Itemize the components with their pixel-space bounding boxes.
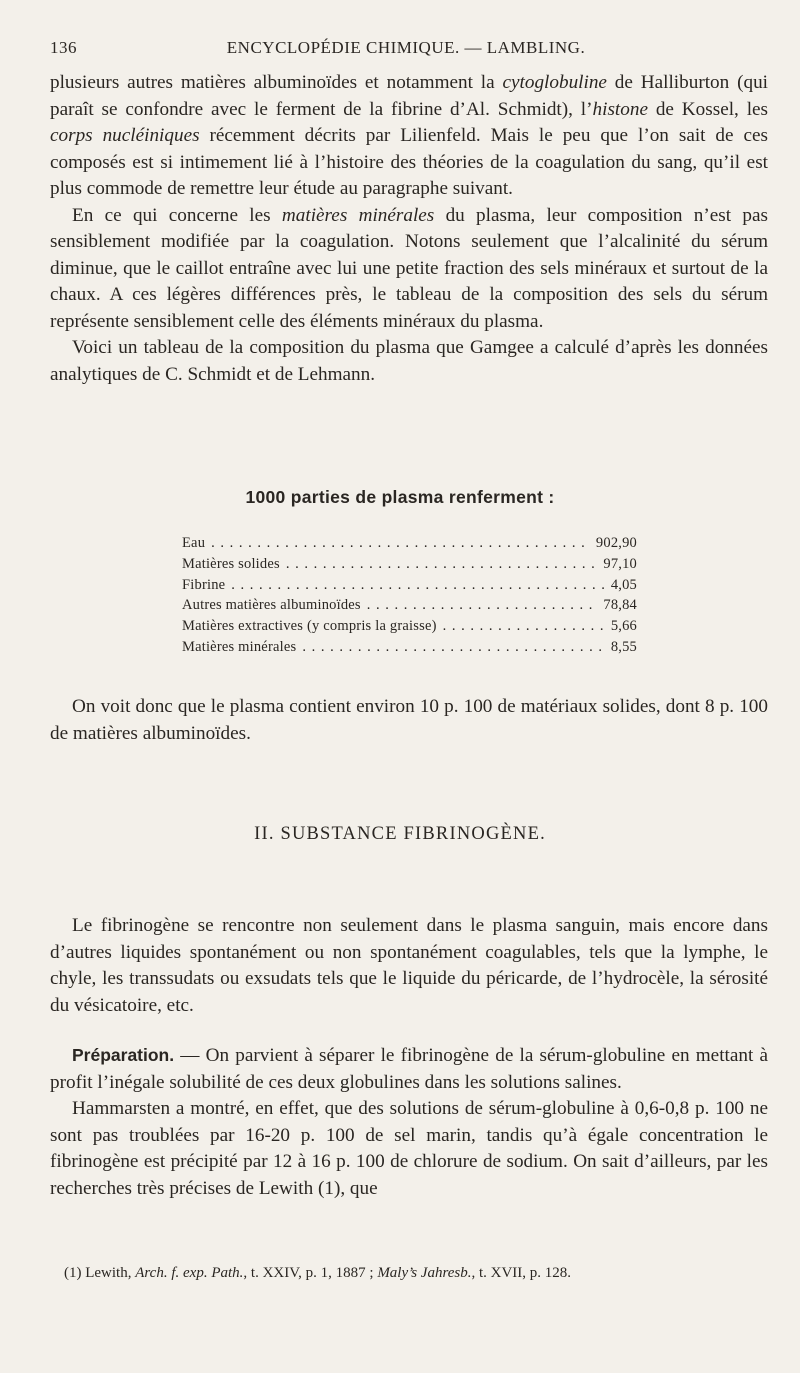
text-block-conclusion [50, 694, 768, 747]
table-row: Fibrine . . . 4,05 [182, 575, 637, 596]
running-title: ENCYCLOPÉDIE CHIMIQUE. — LAMBLING. [226, 38, 586, 57]
paragraph-hammarsten: Hammarsten a montré, en effet, que des solutions de sérum-globuline à 0,6-0,8 p. 100 ne sont pas troublées par 16-20 p. 100 de sel marin, tandis qu’à égale concentration le fibrinogène est précipité par 12 à 16 p. 100 de chlorure de sodium. On sait d’ailleurs, par les recherches très précises de Lewith (1), que [50, 1098, 768, 1199]
table-row: Matières minérales . . . 8,55 [182, 637, 637, 658]
text-block-top [50, 70, 768, 388]
paragraph-matieres-minerales: En ce qui concerne les matières minérales du plasma, leur composition n’est pas sensiblement modifiée par la coagulation. Notons seulement que l’alcalinité du sérum diminue, que le caillot entraîne avec lui une petite fraction des sels minéraux et surtout de la chaux. A ces légères différences près, le tableau de la composition des sels du sérum représente sensiblement celle des éléments minéraux du plasma. [50, 204, 768, 332]
section-heading: II. SUBSTANCE FIBRINOGÈNE. [254, 824, 546, 844]
paragraph-fibrinogene: Le fibrinogène se rencontre non seulement dans le plasma sanguin, mais encore dans d’autres liquides spontanément ou non spontanément coagulables, tels que la lymphe, le chyle, les transsudats ou exsudats tels que le liquide du péricarde, de l’hydrocèle, la sérosité du vésicatoire, etc. [50, 915, 768, 1016]
table-row: Eau . . . 902,90 [182, 533, 637, 554]
composition-table [182, 533, 637, 658]
paragraph-cytoglobuline: plusieurs autres matières albuminoïdes et notamment la cytoglobuline de Halliburton (qui paraît se confondre avec le ferment de la fibrine d’Al. Schmidt), l’histone de Kossel, les corps nucléiniques récemment décrits par Lilienfeld. Mais le peu que l’on sait de ces composés est si intimement lié à l’histoire des théories de la coagulation du sang, qu’il est plus commode de remettre leur étude au paragraphe suivant. [50, 72, 769, 199]
paragraph-conclusion: On voit donc que le plasma contient environ 10 p. 100 de matériaux solides, dont 8 p. 100 de matières albuminoïdes. [50, 696, 768, 744]
footnote: (1) Lewith, Arch. f. exp. Path., t. XXIV, p. 1, 1887 ; Maly’s Jahresb., t. XVII, p. 128. [64, 1265, 572, 1281]
paragraph-preparation: Préparation. — On parvient à séparer le fibrinogène de la sérum-globuline en mettant à profit l’inégale solubilité de ces deux globulines dans les solutions salines. [50, 1045, 768, 1093]
table-row: Matières extractives (y compris la graisse) . . . 5,66 [182, 616, 637, 637]
table-title: 1000 parties de plasma renferment : [245, 487, 555, 507]
table-row: Matières solides . . . 97,10 [182, 554, 637, 575]
text-block-fibrinogene [50, 913, 768, 1019]
paragraph-tableau-intro: Voici un tableau de la composition du plasma que Gamgee a calculé d’après les données analytiques de C. Schmidt et de Lehmann. [50, 337, 768, 385]
preparation-lead: Préparation. [72, 1045, 175, 1065]
text-block-preparation [50, 1042, 768, 1202]
table-row: Autres matières albuminoïdes . . . 78,84 [182, 595, 637, 616]
page-number: 136 [50, 38, 77, 57]
